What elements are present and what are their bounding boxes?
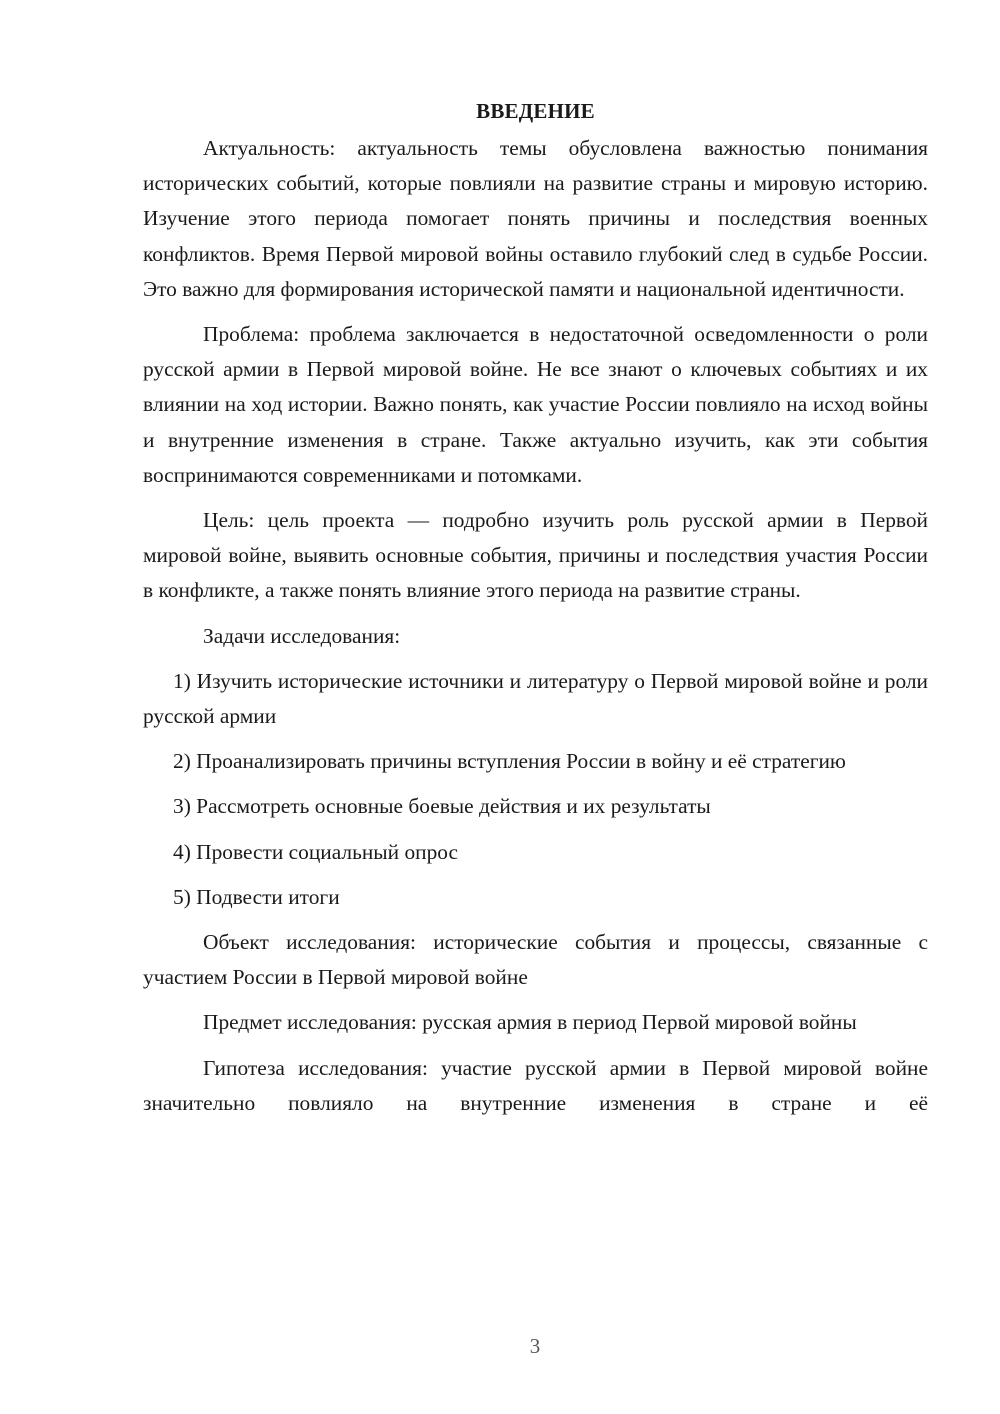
section-title: ВВЕДЕНИЕ (476, 99, 595, 123)
paragraph-tasks-heading: Задачи исследования: (203, 623, 401, 648)
task-item-3: 3) Рассмотреть основные боевые действия и их результаты (173, 794, 711, 819)
task-item-4: 4) Провести социальный опрос (173, 839, 459, 864)
task-item-2: 2) Проанализировать причины вступления России в войну и её стратегию (173, 749, 846, 774)
paragraph-relevance: Актуальность: актуальность темы обусловлена важностью понимания исторических событий, которые повлияли на развитие страны и мировую историю. Изучение этого периода помогает понять причины и последствия военных конфликтов. Время Первой мировой войны оставило глубокий след в судьбе России. Это важно для формирования исторической памяти и национальной идентичности. (143, 136, 928, 301)
paragraph-hypothesis: Гипотеза исследования: участие русской армии в Первой мировой войне значительно повлияло на внутренние изменения в стране и её (143, 1055, 928, 1115)
page-number: 3 (529, 1334, 541, 1358)
task-item-5: 5) Подвести итоги (173, 884, 340, 909)
paragraph-problem: Проблема: проблема заключается в недостаточной осведомленности о роли русской армии в Первой мировой войне. Не все знают о ключевых событиях и их влиянии на ход истории. Важно понять, как участие России повлияло на исход войны и внутренние изменения в стране. Также актуально изучить, как эти события воспринимаются современниками и потомками. (143, 322, 928, 487)
paragraph-goal: Цель: цель проекта — подробно изучить роль русской армии в Первой мировой войне, выявить основные события, причины и последствия участия России в конфликте, а также понять влияние этого периода на развитие страны. (143, 508, 928, 603)
paragraph-subject: Предмет исследования: русская армия в период Первой мировой войны (203, 1010, 857, 1035)
document-body (143, 94, 928, 1121)
task-item-1: 1) Изучить исторические источники и литературу о Первой мировой войне и роли русской армии (143, 668, 928, 729)
paragraph-object: Объект исследования: исторические события и процессы, связанные с участием России в Первой мировой войне (143, 930, 928, 990)
